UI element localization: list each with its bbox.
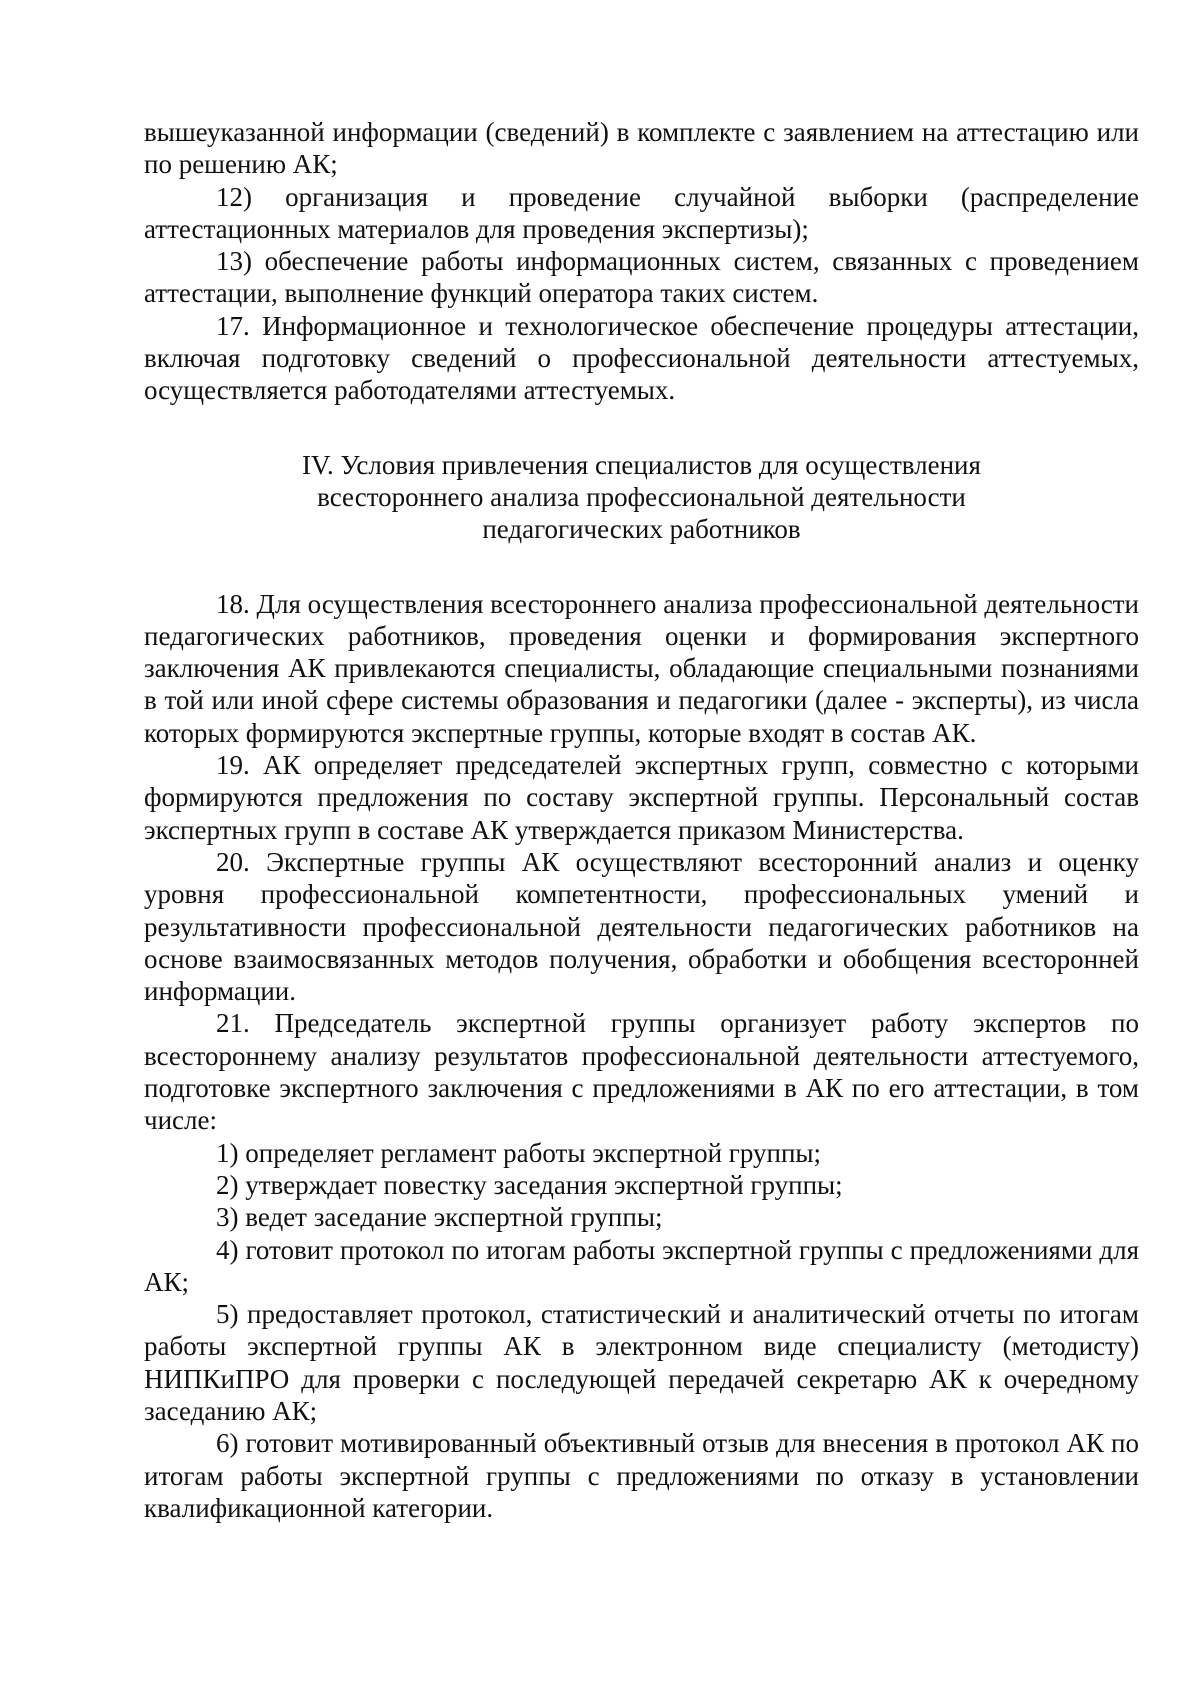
list-item-2: 2) утверждает повестку заседания экспертной группы;	[216, 1169, 843, 1200]
document-body	[144, 116, 1139, 1524]
list-item-4: 4) готовит протокол по итогам работы экспертной группы с предложениями для АК;	[144, 1234, 1139, 1297]
paragraph-item-12: 12) организация и проведение случайной выборки (распределение аттестационных материалов для проведения экспертизы);	[144, 181, 1139, 244]
list-item-6: 6) готовит мотивированный объективный отзыв для внесения в протокол АК по итогам работы экспертной группы с предложениями по отказу в установлении квалификационной категории.	[144, 1428, 1139, 1523]
paragraph-20: 20. Экспертные группы АК осуществляют всесторонний анализ и оценку уровня профессиональной компетентности, профессиональных умений и результативности профессиональной деятельности педагогических работников на основе взаимосвязанных методов получения, обработки и обобщения всесторонней информации.	[144, 846, 1139, 1007]
section-heading-iv	[144, 449, 1139, 546]
list-item-1: 1) определяет регламент работы экспертной группы;	[216, 1137, 822, 1168]
list-item-5: 5) предоставляет протокол, статистический и аналитический отчеты по итогам работы экспертной группы АК в электронном виде специалисту (методисту) НИПКиПРО для проверки с последующей передачей секретарю АК к очередному заседанию АК;	[144, 1299, 1139, 1426]
paragraph-item-13: 13) обеспечение работы информационных систем, связанных с проведением аттестации, выполнение функций оператора таких систем.	[144, 246, 1139, 309]
paragraph-21: 21. Председатель экспертной группы организует работу экспертов по всестороннему анализу результатов профессиональной деятельности аттестуемого, подготовке экспертного заключения с предложениями в АК по его аттестации, в том числе:	[144, 1008, 1139, 1136]
section-heading-line: педагогических работников	[482, 514, 801, 545]
section-heading-line: IV. Условия привлечения специалистов для осуществления	[302, 449, 981, 480]
paragraph-19: 19. АК определяет председателей экспертных групп, совместно с которыми формируются предложения по составу экспертной группы. Персональный состав экспертных групп в составе АК утверждается приказом Министерства.	[144, 750, 1139, 845]
list-item-3: 3) ведет заседание экспертной группы;	[216, 1202, 663, 1233]
section-heading-line: всестороннего анализа профессиональной деятельности	[317, 481, 966, 512]
paragraph-17: 17. Информационное и технологическое обеспечение процедуры аттестации, включая подготовку сведений о профессиональной деятельности аттестуемых, осуществляется работодателями аттестуемых.	[144, 310, 1139, 406]
paragraph-continuation: вышеуказанной информации (сведений) в комплекте с заявлением на аттестацию или по решению АК;	[144, 117, 1139, 180]
paragraph-18: 18. Для осуществления всестороннего анализа профессиональной деятельности педагогических работников, проведения оценки и формирования экспертного заключения АК привлекаются специалисты, обладающие специальными познаниями в той или иной сфере системы образования и педагогики (далее - эксперты), из числа которых формируются экспертные группы, которые входят в состав АК.	[144, 588, 1139, 748]
